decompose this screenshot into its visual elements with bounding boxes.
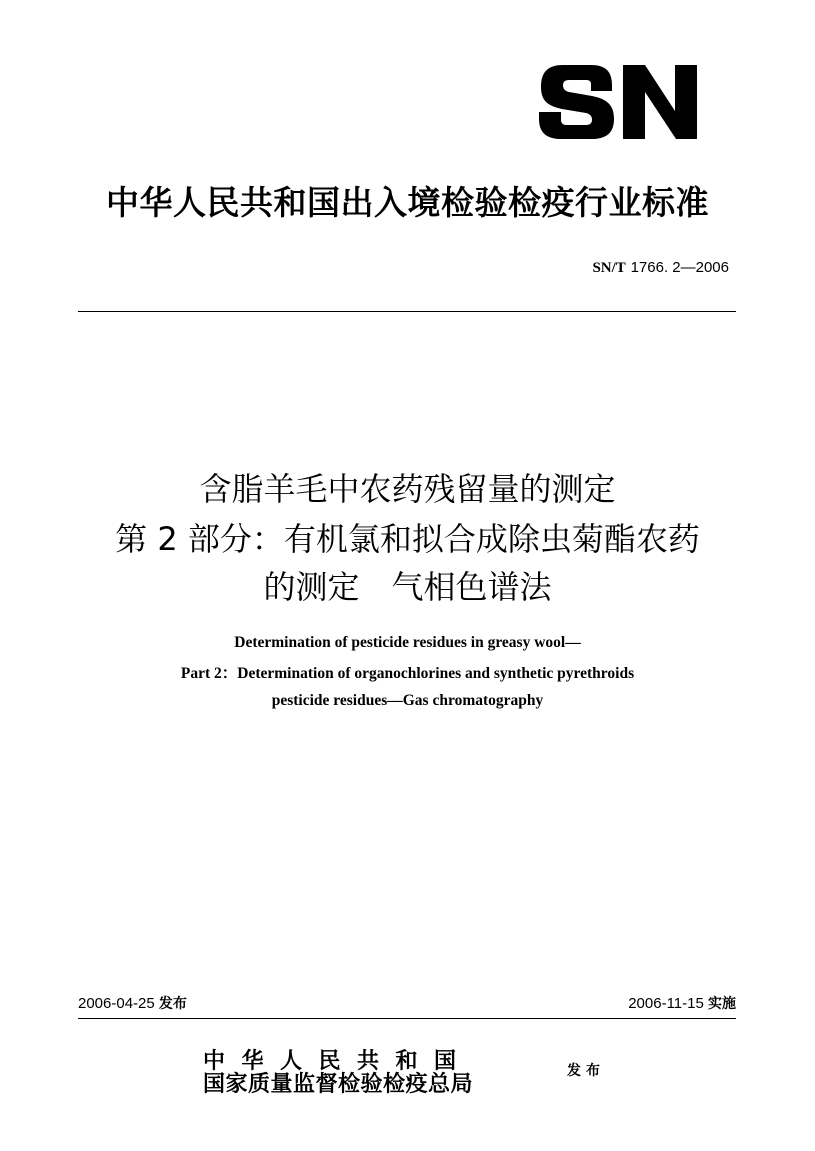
sn-logo-mark xyxy=(539,63,697,141)
issuer-line-2: 国家质量监督检验检疫总局 xyxy=(203,1071,474,1097)
title-en-line-3: pesticide residues—Gas chromatography xyxy=(271,692,544,709)
title-zh-line-1: 含脂羊毛中农药残留量的测定 xyxy=(199,470,616,508)
implement-date-value: 2006-11-15 xyxy=(628,995,704,1012)
standard-code-prefix: SN/T xyxy=(592,260,626,276)
issue-date-value: 2006-04-25 xyxy=(78,995,155,1012)
standard-name: 中华人民共和国出入境检验检疫行业标准 xyxy=(106,183,709,222)
title-zh-line-3: 的测定 气相色谱法 xyxy=(263,568,552,606)
header-divider xyxy=(78,311,736,312)
title-en-line-1: Determination of pesticide residues in greasy wool— xyxy=(234,634,581,651)
implement-date-label: 实施 xyxy=(708,996,736,1012)
issuer-line-1: 中华人民共和国 xyxy=(203,1048,473,1074)
standard-code-number: 1766. 2—2006 xyxy=(630,259,729,276)
standard-code xyxy=(592,256,729,279)
issuer-suffix: 发布 xyxy=(567,1063,605,1079)
footer-divider xyxy=(78,1018,736,1019)
title-en-line-2: Part 2：Determination of organochlorines and synthetic pyrethroids xyxy=(180,665,635,682)
title-zh-line-2: 第 2 部分：有机氯和拟合成除虫菊酯农药 xyxy=(115,520,700,558)
issue-date-label: 发布 xyxy=(158,996,187,1012)
implement-date xyxy=(628,993,736,1015)
issue-date xyxy=(78,993,187,1015)
sn-logo xyxy=(539,63,697,141)
